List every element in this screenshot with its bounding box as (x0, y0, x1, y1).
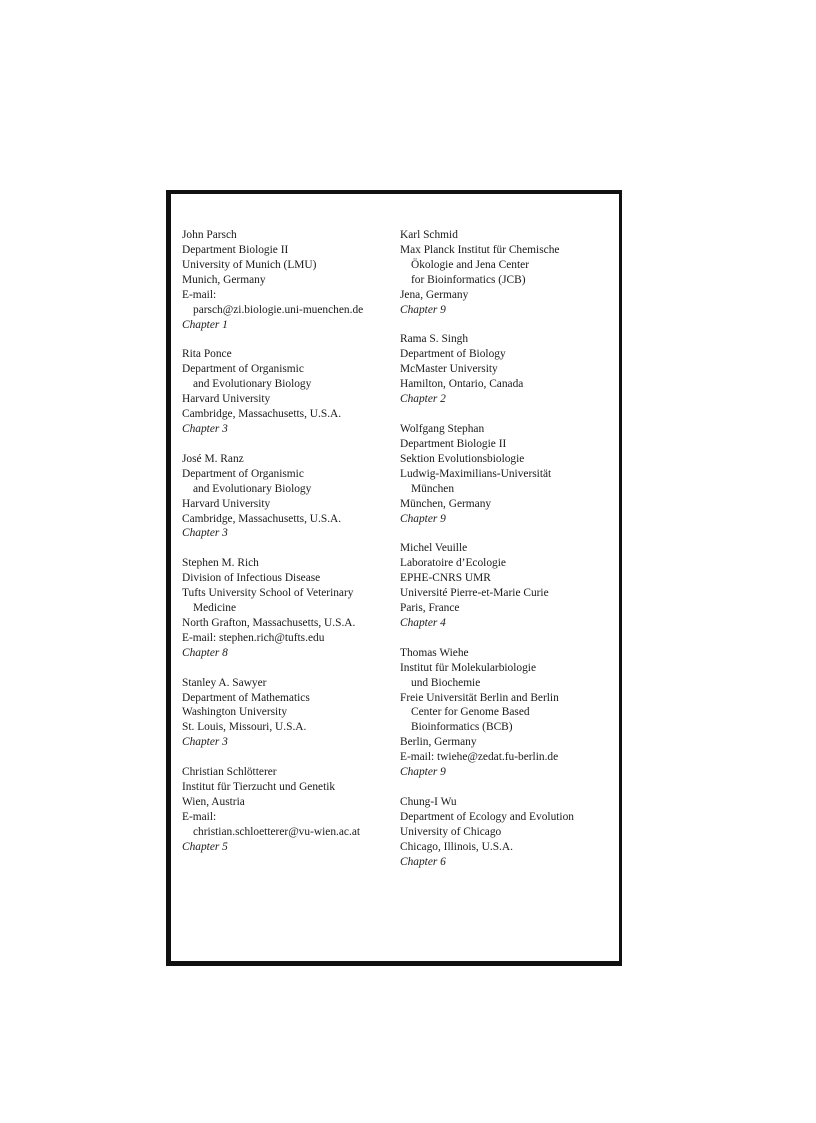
affiliation-line: Ökologie and Jena Center (411, 258, 529, 271)
affiliation-line: Freie Universität Berlin and Berlin (400, 691, 559, 704)
contributor-entry (400, 646, 615, 780)
contributor-entry (400, 541, 615, 631)
affiliation-line: Bioinformatics (BCB) (411, 721, 513, 734)
chapter-reference: Chapter 9 (400, 766, 446, 779)
chapter-reference: Chapter 3 (182, 423, 228, 436)
chapter-reference: Chapter 6 (400, 855, 446, 868)
contributor-name: Wolfgang Stephan (400, 422, 485, 435)
affiliation-line: Department of Biology (400, 348, 506, 361)
contributor-entry (400, 422, 615, 527)
contributor-name: Stanley A. Sawyer (182, 676, 267, 689)
affiliation-line: Department of Organismic (182, 467, 304, 480)
affiliation-line: and Evolutionary Biology (193, 482, 312, 495)
contributor-name: Michel Veuille (400, 542, 468, 555)
affiliation-line: Tufts University School of Veterinary (182, 587, 354, 600)
contributor-entry (182, 347, 392, 437)
contributor-name: Karl Schmid (400, 229, 458, 241)
affiliation-line: for Bioinformatics (JCB) (411, 273, 526, 286)
affiliation-line: Paris, France (400, 602, 460, 615)
chapter-reference: Chapter 4 (400, 616, 446, 629)
affiliation-line: McMaster University (400, 363, 498, 376)
affiliation-line: St. Louis, Missouri, U.S.A. (182, 721, 307, 734)
contributor-name: José M. Ranz (182, 452, 244, 465)
affiliation-line: München, Germany (400, 497, 492, 510)
affiliation-line: EPHE-CNRS UMR (400, 572, 491, 585)
contributor-entry (400, 228, 615, 318)
affiliation-line: University of Munich (LMU) (182, 258, 317, 271)
affiliation-line: Medicine (193, 602, 237, 615)
affiliation-line: Institut für Molekularbiologie (400, 661, 537, 674)
contributor-entry (182, 452, 392, 542)
contributor-entry (182, 676, 392, 751)
chapter-reference: Chapter 2 (400, 393, 446, 406)
contributor-entry (400, 795, 615, 870)
chapter-reference: Chapter 9 (400, 512, 446, 525)
contributor-name: Thomas Wiehe (400, 646, 469, 659)
affiliation-line: Department Biologie II (182, 243, 289, 256)
affiliation-line: Wien, Austria (182, 795, 245, 808)
affiliation-line: Center for Genome Based (411, 706, 530, 719)
contributor-name: Rita Ponce (182, 348, 232, 361)
affiliation-line: Cambridge, Massachusetts, U.S.A. (182, 408, 342, 421)
contributors-column-right (400, 228, 615, 884)
affiliation-line: Division of Infectious Disease (182, 572, 321, 585)
contributor-name: John Parsch (182, 229, 237, 241)
affiliation-line: Institut für Tierzucht und Genetik (182, 780, 336, 793)
contributor-name: Rama S. Singh (400, 333, 469, 346)
affiliation-line: Department of Organismic (182, 363, 304, 376)
contributor-name: Christian Schlötterer (182, 766, 277, 779)
affiliation-line: and Evolutionary Biology (193, 378, 312, 391)
affiliation-line: Washington University (182, 706, 288, 719)
affiliation-line: Berlin, Germany (400, 736, 477, 749)
affiliation-line: Cambridge, Massachusetts, U.S.A. (182, 512, 342, 525)
chapter-reference: Chapter 9 (400, 303, 446, 316)
affiliation-line: Université Pierre-et-Marie Curie (400, 587, 549, 600)
affiliation-line: Sektion Evolutionsbiologie (400, 452, 525, 465)
contributor-entry (182, 765, 392, 855)
contributor-entry (182, 228, 392, 333)
affiliation-line: Harvard University (182, 497, 271, 510)
affiliation-line: und Biochemie (411, 676, 481, 689)
contributor-name: Chung-I Wu (400, 795, 457, 808)
affiliation-line: Munich, Germany (182, 273, 266, 286)
email-line: christian.schloetterer@vu-wien.ac.at (193, 825, 361, 838)
email-line: parsch@zi.biologie.uni-muenchen.de (193, 303, 364, 316)
chapter-reference: Chapter 5 (182, 840, 228, 853)
chapter-reference: Chapter 8 (182, 646, 228, 659)
email-line: E-mail: twiehe@zedat.fu-berlin.de (400, 751, 559, 764)
chapter-reference: Chapter 3 (182, 736, 228, 749)
affiliation-line: Harvard University (182, 393, 271, 406)
affiliation-line: Department Biologie II (400, 437, 507, 450)
contributor-entry (400, 332, 615, 407)
email-line: E-mail: (182, 810, 217, 823)
affiliation-line: University of Chicago (400, 825, 502, 838)
email-line: E-mail: (182, 288, 217, 301)
chapter-reference: Chapter 1 (182, 318, 228, 331)
chapter-reference: Chapter 3 (182, 527, 228, 540)
affiliation-line: Chicago, Illinois, U.S.A. (400, 840, 513, 853)
affiliation-line: München (411, 482, 455, 495)
contributor-name: Stephen M. Rich (182, 557, 259, 570)
affiliation-line: Ludwig-Maximilians-Universität (400, 467, 552, 480)
affiliation-line: Department of Mathematics (182, 691, 310, 704)
contributors-column-left (182, 228, 392, 869)
affiliation-line: Laboratoire d’Ecologie (400, 557, 506, 570)
affiliation-line: Max Planck Institut für Chemische (400, 243, 560, 256)
affiliation-line: Hamilton, Ontario, Canada (400, 378, 524, 391)
affiliation-line: Jena, Germany (400, 288, 469, 301)
affiliation-line: Department of Ecology and Evolution (400, 810, 574, 823)
email-line: E-mail: stephen.rich@tufts.edu (182, 631, 325, 644)
contributor-entry (182, 556, 392, 661)
affiliation-line: North Grafton, Massachusetts, U.S.A. (182, 616, 356, 629)
